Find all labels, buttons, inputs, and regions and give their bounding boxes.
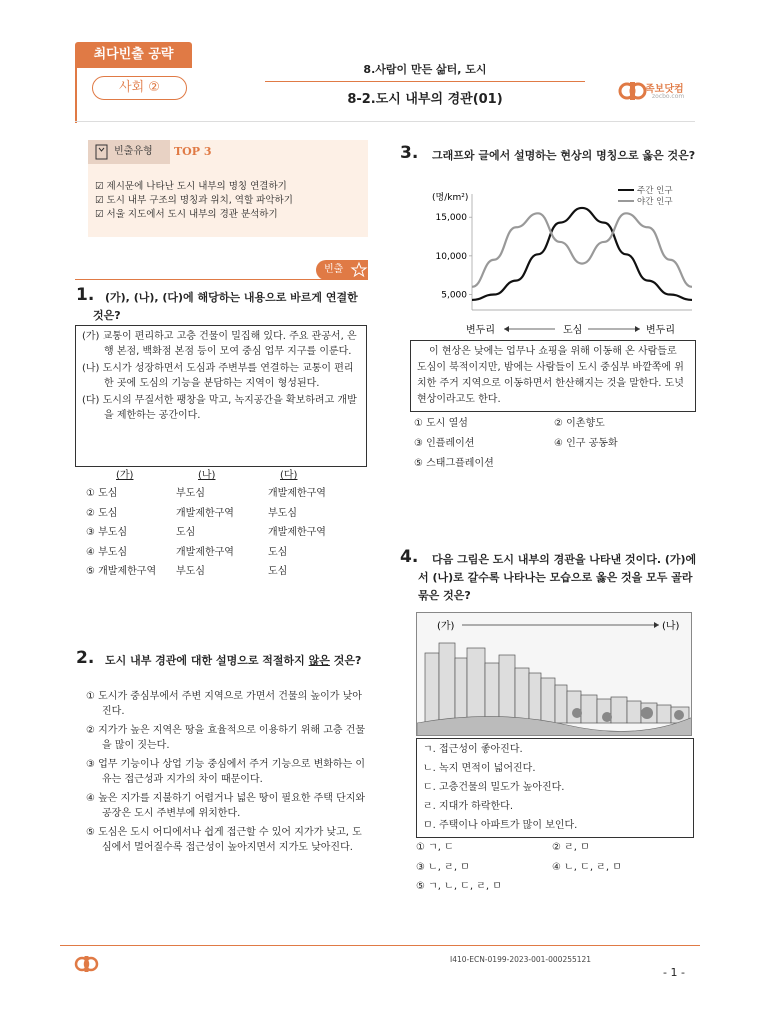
- q1-passage-c: (다) 도시의 무질서한 팽창을 막고, 녹지공간을 확보하려고 개발을 제한하는 공간이다.: [82, 395, 357, 421]
- chart-y-tick-label: 15,000: [435, 213, 467, 224]
- chart-y-label: (명/km²): [432, 193, 469, 203]
- q2-option-1[interactable]: ① 도시가 중심부에서 주변 지역으로 가면서 건물의 높이가 낮아진다.: [86, 691, 362, 717]
- q4-statement: ㄹ. 지대가 하락한다.: [423, 801, 513, 812]
- q4-statement: ㄷ. 고층건물의 밀도가 높아진다.: [423, 782, 565, 793]
- footer-rule: [60, 945, 700, 946]
- q2-number: 2.: [76, 648, 95, 668]
- top3-head: 빈출유형: [88, 140, 170, 164]
- logo-icon: [618, 78, 648, 104]
- legend-label: 주간 인구: [637, 186, 673, 196]
- star-icon: [350, 260, 368, 280]
- q1-option-1[interactable]: ① 도심 부도심 개발제한구역: [86, 488, 326, 499]
- q1-passage-b: (나) 도시가 성장하면서 도심과 주변부를 연결하는 교통이 편리한 곳에 도심의 기능을 분담하는 지역이 형성된다.: [82, 363, 354, 389]
- top3-item: ☑ 서울 지도에서 도시 내부의 경관 분석하기: [95, 208, 293, 222]
- q2-option-4[interactable]: ④ 높은 지가를 지불하기 어렵거나 넓은 땅이 필요한 주택 단지와 공장은 도시 주변부에 위치한다.: [86, 793, 366, 819]
- logo-text: 족보닷컴: [645, 84, 684, 95]
- q4-statement: ㅁ. 주택이나 아파트가 많이 보인다.: [423, 820, 578, 831]
- series-daytime-line: [472, 208, 692, 300]
- q2-option-2[interactable]: ② 지가가 높은 지역은 땅을 효율적으로 이용하기 위해 고층 건물을 많이 짓는다.: [86, 725, 366, 751]
- q1-options: [86, 468, 326, 582]
- q3-passage-box: 이 현상은 낮에는 업무나 쇼핑을 위해 이동해 온 사람들로 도심이 북적이지만, 밤에는 사람들이 도시 중심부 바깥쪽에 위치한 주거 지역으로 이동하면서 한산해지는 것을 말한다. 도넛 현상이라고도 한다.: [410, 340, 696, 412]
- chart-arrowhead-right: [635, 326, 640, 332]
- logo-subtext: zocbo.com: [652, 93, 685, 100]
- q2-option-5[interactable]: ⑤ 도심은 도시 어디에서나 쉽게 접근할 수 있어 지가가 낮고, 도심에서 멀어질수록 접근성이 높아지면서 지가도 낮아진다.: [86, 827, 362, 853]
- q1-option-3[interactable]: ③ 부도심 도심 개발제한구역: [86, 527, 326, 538]
- q1-passage-box: [75, 325, 367, 467]
- q4-number: 4.: [400, 547, 419, 567]
- q1-col-header: (나): [198, 470, 216, 481]
- q4-statement: ㄱ. 접근성이 좋아진다.: [423, 744, 523, 755]
- q3-options: [414, 414, 694, 474]
- chart-y-tick-label: 5,000: [441, 290, 467, 301]
- q1-question: (가), (나), (다)에 해당하는 내용으로 바르게 연결한 것은?: [93, 291, 358, 322]
- q3-question: 그래프와 글에서 설명하는 현상의 명칭으로 옳은 것은?: [432, 149, 696, 162]
- header-divider: [75, 121, 695, 122]
- q1-option-4[interactable]: ④ 부도심 개발제한구역 도심: [86, 546, 288, 558]
- subject-badge: 사회 ②: [92, 76, 187, 100]
- q3-population-chart: [410, 182, 700, 338]
- footer-logo-icon: [74, 953, 100, 975]
- q4-option-1[interactable]: ① ㄱ, ㄷ: [416, 842, 454, 853]
- q1-col-header: (가): [116, 470, 134, 481]
- q4-city-illustration: [416, 612, 692, 736]
- q1-number: 1.: [76, 285, 95, 305]
- q2-option-3[interactable]: ③ 업무 기능이나 상업 기능 중심에서 주거 기능으로 변화하는 이유는 접근성과 지가의 차이 때문이다.: [86, 759, 366, 785]
- q3-option-3[interactable]: ③ 인플레이션: [414, 438, 475, 449]
- frequent-rule: [75, 279, 367, 280]
- chapter-title: 8.사람이 만든 삶터, 도시: [363, 63, 487, 76]
- document-code: I410-ECN-0199-2023-001-000255121: [450, 955, 592, 964]
- city-skyline-image: [417, 613, 692, 736]
- fig-label-na: (나): [662, 621, 680, 632]
- chapter-rule: [265, 81, 585, 82]
- q3-number: 3.: [400, 143, 419, 163]
- chart-arrowhead-left: [504, 326, 509, 332]
- section-title: 8-2.도시 내부의 경관(01): [347, 92, 503, 107]
- frequent-tag: 빈출: [316, 260, 366, 280]
- q4-option-2[interactable]: ② ㄹ, ㅁ: [552, 842, 590, 853]
- q4-statement: ㄴ. 녹지 면적이 넓어진다.: [423, 763, 536, 774]
- q4-option-5[interactable]: ⑤ ㄱ, ㄴ, ㄷ, ㄹ, ㅁ: [416, 881, 502, 892]
- chart-x-label-left: 변두리: [466, 325, 495, 336]
- q4-option-3[interactable]: ③ ㄴ, ㄹ, ㅁ: [416, 861, 470, 873]
- q1-option-2[interactable]: ② 도심 개발제한구역 부도심: [86, 507, 297, 519]
- chart-x-label-right: 변두리: [646, 325, 675, 336]
- header-accent-line: [75, 68, 77, 123]
- top3-label: TOP 3: [174, 145, 212, 158]
- q4-question: 다음 그림은 도시 내부의 경관을 나타낸 것이다. (가)에서 (나)로 갈수록 나타나는 모습으로 옳은 것을 모두 골라 묶은 것은?: [418, 553, 697, 602]
- q1-col-header: (다): [280, 470, 298, 481]
- legend-label: 야간 인구: [637, 197, 673, 207]
- bookmark-icon: [94, 144, 110, 160]
- q2-question: 도시 내부 경관에 대한 설명으로 적절하지 않은 것은?: [105, 654, 362, 667]
- q1-passage-a: (가) 교통이 편리하고 고층 건물이 밀집해 있다. 주요 관공서, 은행 본점, 백화점 본점 등이 모여 중심 업무 지구를 이룬다.: [82, 331, 357, 357]
- chart-x-label-center: 도심: [563, 325, 583, 336]
- top3-list: [95, 180, 293, 222]
- chart-y-tick-label: 10,000: [435, 251, 467, 262]
- q3-option-4[interactable]: ④ 인구 공동화: [554, 438, 618, 449]
- series-nighttime-line: [472, 213, 692, 286]
- q4-options: [416, 838, 696, 897]
- top3-item: ☑ 제시문에 나타난 도시 내부의 명칭 연결하기: [95, 180, 293, 194]
- q4-option-4[interactable]: ④ ㄴ, ㄷ, ㄹ, ㅁ: [552, 861, 622, 873]
- top3-item: ☑ 도시 내부 구조의 명칭과 위치, 역할 파악하기: [95, 194, 293, 208]
- q1-option-5[interactable]: ⑤ 개발제한구역 부도심 도심: [86, 566, 288, 577]
- fig-label-ga: (가): [437, 621, 455, 632]
- q3-option-2[interactable]: ② 이촌향도: [554, 418, 605, 429]
- badge-most-frequent: 최다빈출 공략: [75, 42, 192, 68]
- q3-option-1[interactable]: ① 도시 열섬: [414, 418, 468, 429]
- q3-option-5[interactable]: ⑤ 스태그플레이션: [414, 458, 494, 469]
- q4-statement-box: [416, 738, 694, 838]
- page-number: - 1 -: [663, 966, 685, 979]
- q2-options: [86, 690, 368, 860]
